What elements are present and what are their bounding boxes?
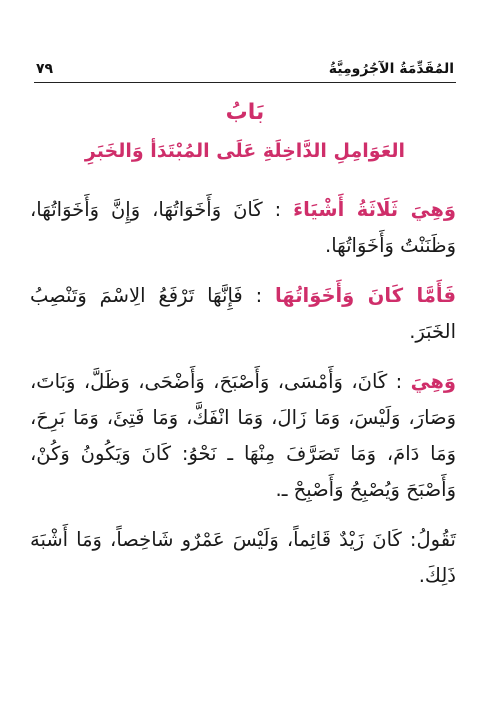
paragraph-3 [30, 364, 456, 508]
paragraph-3-lead: وَهِيَ [410, 370, 456, 393]
page-header [36, 58, 454, 80]
paragraph-4 [30, 522, 456, 594]
paragraph-2-text: : فَإِنَّهَا تَرْفَعُ الِاسْمَ وَتَنْصِبُ الخَبَرَ. [30, 284, 456, 343]
chapter-word: بَابُ [225, 100, 265, 125]
paragraph-2 [30, 278, 456, 350]
header-divider [34, 82, 456, 83]
body-text [30, 192, 456, 604]
paragraph-1-lead: وَهِيَ ثَلَاثَةُ أَشْيَاءَ [293, 198, 456, 221]
paragraph-3-text: : كَانَ، وَأَمْسَى، وَأَصْبَحَ، وَأَضْحَى، وَظَلَّ، وَبَاتَ، وَصَارَ، وَلَيْسَ، وَمَا زَالَ، وَمَا انْفَكَّ، وَمَا فَتِئَ، وَمَا بَرِحَ، وَمَا دَامَ، وَمَا تَصَرَّفَ مِنْهَا ـ نَحْوُ: كَانَ وَيَكُونُ وَكُنْ، وَأَصْبَحَ وَيُصْبِحُ وَأَصْبِحْ ـ. [30, 370, 456, 501]
paragraph-1 [30, 192, 456, 264]
paragraph-4-text: تَقُولُ: كَانَ زَيْدٌ قَائِماً، وَلَيْسَ عَمْرٌو شَاخِصاً، وَمَا أَشْبَهَ ذَلِكَ. [30, 528, 456, 587]
page-number: ٧٩ [36, 61, 54, 77]
paragraph-2-lead: فَأَمَّا كَانَ وَأَخَوَاتُهَا [275, 284, 456, 307]
book-title: المُقَدِّمَةُ الآجُرُومِيَّةُ [328, 61, 454, 77]
paragraph-1-text: : كَانَ وَأَخَوَاتُهَا، وَإِنَّ وَأَخَوَاتُهَا، وَظَنَنْتُ وَأَخَوَاتُهَا. [30, 198, 456, 257]
chapter-title: العَوَامِلِ الدَّاخِلَةِ عَلَى المُبْتَدَأ وَالخَبَرِ [84, 140, 406, 162]
